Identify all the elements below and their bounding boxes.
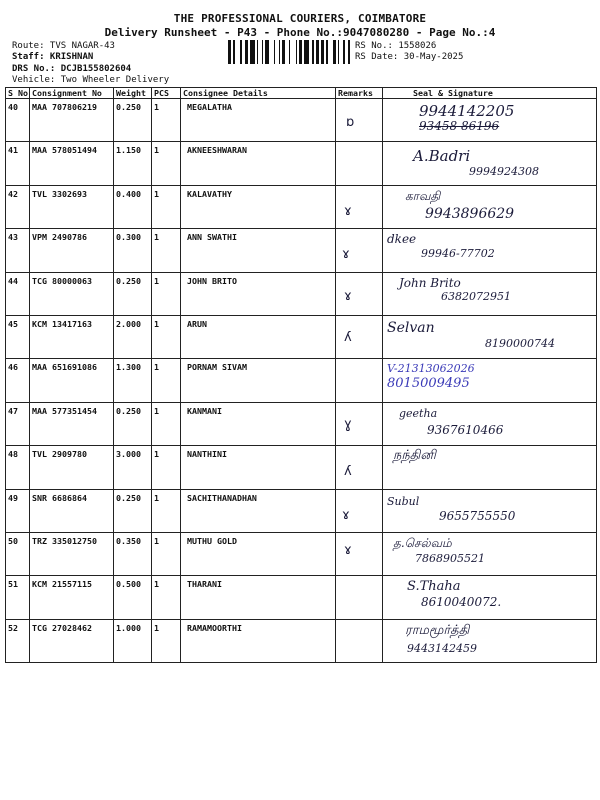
cell-sno: 49: [6, 489, 30, 532]
col-header-remarks: Remarks: [336, 88, 383, 99]
handwritten-signature: ராமமூர்த்தி: [405, 622, 470, 638]
cell-weight: 3.000: [114, 446, 152, 489]
cell-signature: [383, 446, 597, 489]
delivery-tick-mark: ɤ: [342, 507, 350, 523]
handwritten-signature: John Brito: [399, 275, 461, 290]
delivery-tick-mark: ɒ: [346, 115, 355, 130]
cell-weight: 0.250: [114, 272, 152, 315]
table-row: [6, 489, 597, 532]
handwritten-phone: 9943896629: [425, 205, 515, 222]
cell-remarks: [336, 446, 383, 489]
handwritten-signature: நந்தினி: [393, 448, 436, 464]
cell-consignment: TRZ 335012750: [30, 532, 114, 575]
delivery-tick-mark: ɤ: [344, 203, 352, 219]
handwritten-signature: S.Thaha: [407, 579, 461, 595]
cell-weight: 1.150: [114, 142, 152, 185]
handwritten-signature: காவதி: [405, 188, 441, 203]
table-row: [6, 315, 597, 358]
cell-consignment: VPM 2490786: [30, 229, 114, 272]
cell-signature: [383, 229, 597, 272]
cell-consignee: AKNEESHWARAN: [181, 142, 336, 185]
cell-consignee: ANN SWATHI: [181, 229, 336, 272]
col-header-signature: Seal & Signature: [383, 88, 597, 99]
handwritten-phone: 93458 86196: [419, 119, 500, 133]
handwritten-phone: 9994924308: [469, 165, 539, 179]
table-header-row: [6, 88, 597, 99]
cell-pcs: 1: [152, 99, 181, 142]
cell-weight: 0.300: [114, 229, 152, 272]
handwritten-phone: 7868905521: [415, 551, 485, 565]
cell-weight: 0.250: [114, 402, 152, 445]
cell-remarks: [336, 619, 383, 662]
table-row: [6, 185, 597, 228]
cell-consignment: SNR 6686864: [30, 489, 114, 532]
table-row: [6, 229, 597, 272]
cell-sno: 50: [6, 532, 30, 575]
cell-consignment: MAA 578051494: [30, 142, 114, 185]
cell-weight: 1.300: [114, 359, 152, 402]
cell-signature: [383, 359, 597, 402]
cell-consignment: MAA 577351454: [30, 402, 114, 445]
cell-weight: 0.400: [114, 185, 152, 228]
cell-remarks: [336, 359, 383, 402]
cell-weight: 0.250: [114, 489, 152, 532]
cell-pcs: 1: [152, 229, 181, 272]
cell-pcs: 1: [152, 576, 181, 619]
cell-remarks: [336, 272, 383, 315]
cell-weight: 0.250: [114, 99, 152, 142]
cell-consignment: TCG 27028462: [30, 619, 114, 662]
cell-sno: 41: [6, 142, 30, 185]
cell-consignment: TVL 2909780: [30, 446, 114, 489]
cell-consignee: THARANI: [181, 576, 336, 619]
cell-signature: [383, 142, 597, 185]
runsheet-table: [5, 87, 597, 663]
cell-pcs: 1: [152, 619, 181, 662]
cell-consignee: KALAVATHY: [181, 185, 336, 228]
cell-remarks: [336, 142, 383, 185]
table-row: [6, 532, 597, 575]
cell-sno: 47: [6, 402, 30, 445]
cell-weight: 0.500: [114, 576, 152, 619]
cell-pcs: 1: [152, 185, 181, 228]
table-row: [6, 446, 597, 489]
col-header-weight: Weight: [114, 88, 152, 99]
runsheet-subtitle: Delivery Runsheet - P43 - Phone No.:9047080280 - Page No.:4: [104, 26, 496, 39]
cell-signature: [383, 532, 597, 575]
col-header-consignee: Consignee Details: [181, 88, 336, 99]
handwritten-signature: geetha: [399, 406, 438, 420]
route-label: Route: TVS NAGAR-43: [12, 41, 115, 51]
cell-signature: [383, 99, 597, 142]
delivery-tick-mark: ɤ: [342, 247, 350, 263]
cell-pcs: 1: [152, 489, 181, 532]
cell-remarks: [336, 532, 383, 575]
cell-pcs: 1: [152, 272, 181, 315]
cell-consignment: TVL 3302693: [30, 185, 114, 228]
col-header-consignment: Consignment No: [30, 88, 114, 99]
cell-consignee: ARUN: [181, 315, 336, 358]
cell-signature: [383, 619, 597, 662]
cell-sno: 48: [6, 446, 30, 489]
barcode-image: [228, 40, 350, 64]
cell-remarks: [336, 229, 383, 272]
table-row: [6, 272, 597, 315]
cell-signature: [383, 402, 597, 445]
cell-weight: 2.000: [114, 315, 152, 358]
cell-consignee: KANMANI: [181, 402, 336, 445]
cell-consignee: RAMAMOORTHI: [181, 619, 336, 662]
cell-weight: 0.350: [114, 532, 152, 575]
delivery-tick-mark: ɤ: [344, 288, 352, 304]
cell-pcs: 1: [152, 402, 181, 445]
table-row: [6, 619, 597, 662]
cell-remarks: [336, 185, 383, 228]
cell-signature: [383, 489, 597, 532]
vehicle-label: Vehicle: Two Wheeler Delivery: [12, 75, 170, 85]
handwritten-phone: 8015009495: [387, 376, 470, 392]
cell-sno: 51: [6, 576, 30, 619]
cell-remarks: [336, 315, 383, 358]
handwritten-signature: V-21313062026: [387, 362, 475, 376]
handwritten-signature: dkee: [387, 232, 417, 247]
table-row: [6, 402, 597, 445]
cell-consignee: MUTHU GOLD: [181, 532, 336, 575]
col-header-sno: S No: [6, 88, 30, 99]
delivery-tick-mark: ʎ: [344, 329, 352, 345]
cell-remarks: [336, 576, 383, 619]
handwritten-phone: 9655755550: [439, 508, 516, 523]
handwritten-signature: Subul: [387, 494, 420, 508]
delivery-tick-mark: ɤ: [344, 542, 352, 558]
delivery-tick-mark: ʎ: [344, 464, 352, 480]
cell-sno: 40: [6, 99, 30, 142]
rs-number: RS No.: 1558026: [355, 41, 437, 51]
handwritten-phone: 8190000744: [485, 336, 555, 350]
handwritten-phone: 8610040072.: [421, 595, 502, 610]
cell-pcs: 1: [152, 142, 181, 185]
cell-signature: [383, 185, 597, 228]
handwritten-signature: A.Badri: [413, 147, 471, 166]
handwritten-signature: 9944142205: [419, 102, 515, 120]
cell-consignment: MAA 707806219: [30, 99, 114, 142]
cell-consignment: KCM 13417163: [30, 315, 114, 358]
cell-sno: 42: [6, 185, 30, 228]
table-row: [6, 576, 597, 619]
handwritten-phone: 6382072951: [441, 289, 511, 303]
cell-signature: [383, 576, 597, 619]
company-title: THE PROFESSIONAL COURIERS, COIMBATORE: [173, 12, 427, 25]
cell-sno: 46: [6, 359, 30, 402]
cell-pcs: 1: [152, 359, 181, 402]
cell-pcs: 1: [152, 446, 181, 489]
cell-pcs: 1: [152, 532, 181, 575]
cell-pcs: 1: [152, 315, 181, 358]
cell-consignee: JOHN BRITO: [181, 272, 336, 315]
cell-signature: [383, 272, 597, 315]
cell-remarks: [336, 402, 383, 445]
cell-sno: 45: [6, 315, 30, 358]
cell-consignment: KCM 21557115: [30, 576, 114, 619]
cell-remarks: [336, 489, 383, 532]
handwritten-signature: Selvan: [387, 319, 435, 336]
rs-date: RS Date: 30-May-2025: [355, 52, 464, 62]
cell-consignment: TCG 80000063: [30, 272, 114, 315]
handwritten-signature: த.செல்வம்: [393, 535, 452, 550]
handwritten-phone: 9443142459: [407, 641, 477, 655]
cell-signature: [383, 315, 597, 358]
drs-number: DRS No.: DCJB155802604: [12, 64, 132, 74]
cell-consignee: PORNAM SIVAM: [181, 359, 336, 402]
delivery-tick-mark: ɣ: [344, 416, 352, 432]
table-row: [6, 142, 597, 185]
col-header-pcs: PCS: [152, 88, 181, 99]
cell-remarks: [336, 99, 383, 142]
handwritten-phone: 9367610466: [427, 422, 504, 437]
cell-weight: 1.000: [114, 619, 152, 662]
cell-consignment: MAA 651691086: [30, 359, 114, 402]
handwritten-phone: 99946-77702: [421, 247, 495, 261]
table-row: [6, 99, 597, 142]
cell-sno: 44: [6, 272, 30, 315]
cell-sno: 43: [6, 229, 30, 272]
table-row: [6, 359, 597, 402]
cell-sno: 52: [6, 619, 30, 662]
cell-consignee: NANTHINI: [181, 446, 336, 489]
cell-consignee: SACHITHANADHAN: [181, 489, 336, 532]
staff-label: Staff: KRISHNAN: [12, 52, 94, 62]
cell-consignee: MEGALATHA: [181, 99, 336, 142]
